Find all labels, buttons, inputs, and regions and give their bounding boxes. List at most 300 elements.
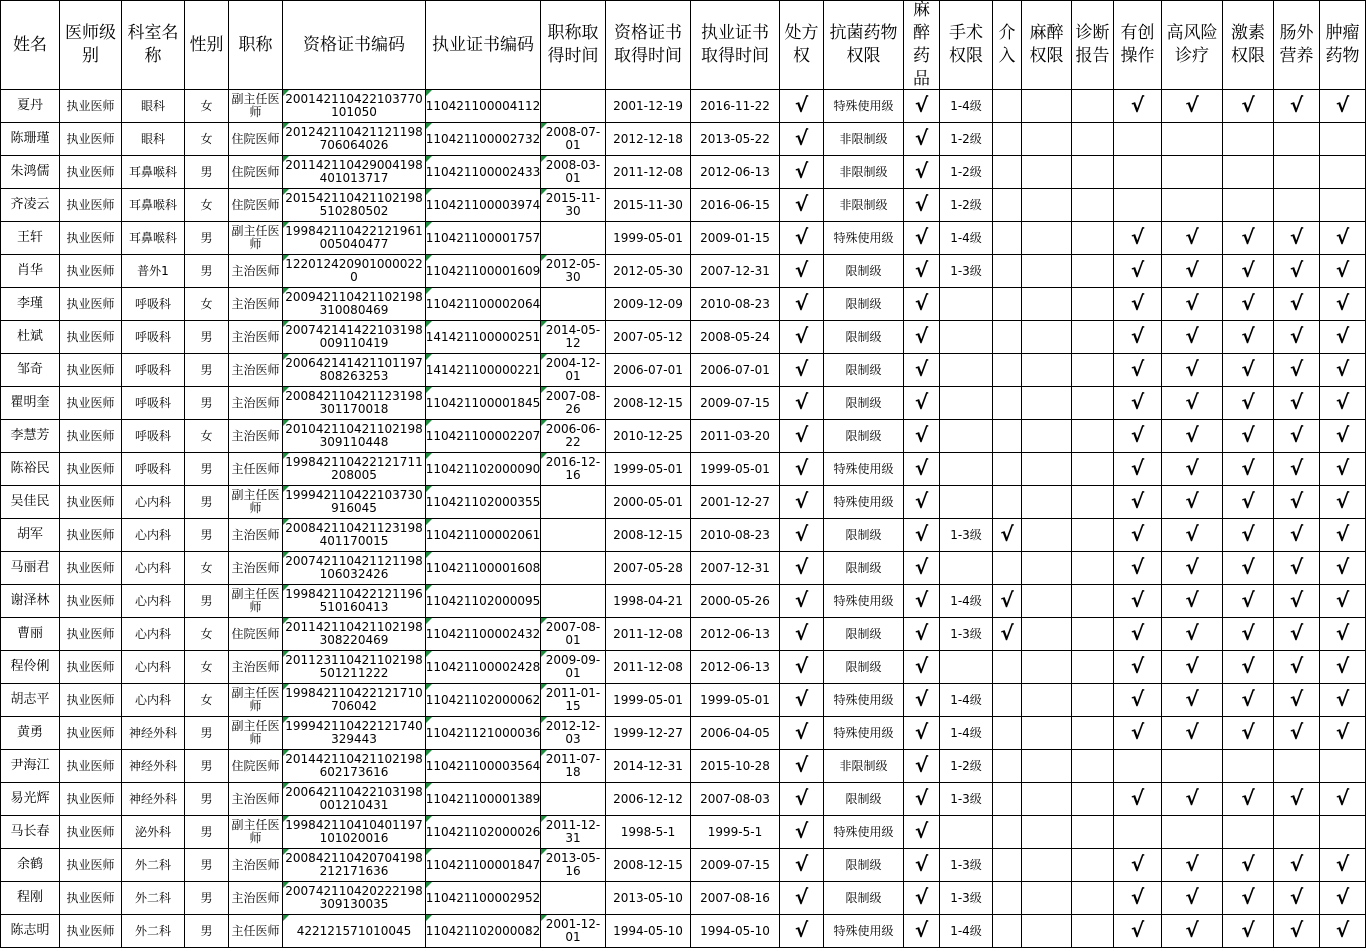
table-cell[interactable]: 齐凌云 xyxy=(0,189,60,222)
table-cell[interactable]: 2009-09-01 xyxy=(541,651,606,684)
table-cell[interactable] xyxy=(940,453,993,486)
table-cell[interactable]: 2016-06-15 xyxy=(691,189,780,222)
table-cell[interactable]: 特殊使用级 xyxy=(824,453,904,486)
table-cell[interactable]: 110421100002061 xyxy=(426,519,541,552)
table-cell[interactable]: 2013-05-10 xyxy=(606,882,691,915)
table-cell[interactable]: √ xyxy=(904,222,940,255)
table-cell[interactable]: √ xyxy=(1274,222,1320,255)
table-cell[interactable]: 110421100001845 xyxy=(426,387,541,420)
table-cell[interactable]: 特殊使用级 xyxy=(824,585,904,618)
table-cell[interactable] xyxy=(1022,420,1072,453)
table-cell[interactable]: √ xyxy=(1320,222,1366,255)
table-cell[interactable]: 易光辉 xyxy=(0,783,60,816)
table-cell[interactable]: 200942110421102198310080469 xyxy=(283,288,426,321)
table-cell[interactable]: 110421100002732 xyxy=(426,123,541,156)
table-cell[interactable]: 特殊使用级 xyxy=(824,915,904,948)
table-cell[interactable]: 非限制级 xyxy=(824,156,904,189)
column-header[interactable]: 有创操作 xyxy=(1114,0,1162,90)
table-cell[interactable]: √ xyxy=(1114,915,1162,948)
table-cell[interactable]: 2006-12-12 xyxy=(606,783,691,816)
table-cell[interactable]: √ xyxy=(1274,585,1320,618)
table-cell[interactable]: 2013-05-16 xyxy=(541,849,606,882)
table-cell[interactable] xyxy=(1072,486,1114,519)
table-cell[interactable] xyxy=(541,519,606,552)
table-cell[interactable] xyxy=(541,90,606,123)
table-cell[interactable] xyxy=(1022,717,1072,750)
table-cell[interactable]: 执业医师 xyxy=(60,90,122,123)
table-cell[interactable] xyxy=(1162,816,1223,849)
table-cell[interactable]: 男 xyxy=(185,915,229,948)
table-cell[interactable] xyxy=(1072,882,1114,915)
table-cell[interactable]: 限制级 xyxy=(824,288,904,321)
table-cell[interactable] xyxy=(1022,915,1072,948)
table-cell[interactable]: √ xyxy=(1274,255,1320,288)
table-cell[interactable]: √ xyxy=(1114,783,1162,816)
table-cell[interactable]: 胡军 xyxy=(0,519,60,552)
table-cell[interactable] xyxy=(1022,288,1072,321)
column-header[interactable]: 高风险诊疗 xyxy=(1162,0,1223,90)
table-cell[interactable]: 陈裕民 xyxy=(0,453,60,486)
table-cell[interactable]: √ xyxy=(1223,420,1274,453)
table-cell[interactable]: 陈志明 xyxy=(0,915,60,948)
column-header[interactable]: 手术权限 xyxy=(940,0,993,90)
table-cell[interactable]: √ xyxy=(780,849,824,882)
column-header[interactable]: 资格证书取得时间 xyxy=(606,0,691,90)
table-cell[interactable]: 110421100003564 xyxy=(426,750,541,783)
table-cell[interactable]: 110421102000082 xyxy=(426,915,541,948)
table-cell[interactable] xyxy=(993,816,1022,849)
table-cell[interactable]: 2011-12-08 xyxy=(606,156,691,189)
table-cell[interactable]: 非限制级 xyxy=(824,123,904,156)
table-cell[interactable]: √ xyxy=(780,156,824,189)
table-cell[interactable]: √ xyxy=(1274,882,1320,915)
table-cell[interactable]: √ xyxy=(1223,519,1274,552)
table-cell[interactable]: √ xyxy=(780,255,824,288)
column-header[interactable]: 职称 xyxy=(229,0,283,90)
table-cell[interactable]: 2007-08-01 xyxy=(541,618,606,651)
table-cell[interactable]: √ xyxy=(1114,585,1162,618)
table-cell[interactable]: 201442110421102198602173616 xyxy=(283,750,426,783)
table-cell[interactable] xyxy=(940,288,993,321)
table-cell[interactable]: 2016-11-22 xyxy=(691,90,780,123)
table-cell[interactable]: 200842110421123198301170018 xyxy=(283,387,426,420)
table-cell[interactable]: 2011-12-08 xyxy=(606,618,691,651)
table-cell[interactable]: √ xyxy=(1274,519,1320,552)
table-cell[interactable]: 马长春 xyxy=(0,816,60,849)
table-cell[interactable]: 女 xyxy=(185,123,229,156)
table-cell[interactable]: √ xyxy=(1274,453,1320,486)
table-cell[interactable] xyxy=(1162,750,1223,783)
table-cell[interactable]: √ xyxy=(1320,420,1366,453)
table-cell[interactable]: √ xyxy=(1162,519,1223,552)
table-cell[interactable]: √ xyxy=(904,717,940,750)
table-cell[interactable]: 2008-12-15 xyxy=(606,519,691,552)
table-cell[interactable] xyxy=(993,783,1022,816)
table-cell[interactable]: √ xyxy=(1274,684,1320,717)
table-cell[interactable]: 1999-5-1 xyxy=(691,816,780,849)
table-cell[interactable]: 2000-05-26 xyxy=(691,585,780,618)
table-cell[interactable]: 泌外科 xyxy=(122,816,185,849)
table-cell[interactable]: √ xyxy=(780,717,824,750)
table-cell[interactable] xyxy=(1072,90,1114,123)
table-cell[interactable]: 200642110422103198001210431 xyxy=(283,783,426,816)
table-cell[interactable] xyxy=(1072,717,1114,750)
table-cell[interactable]: 谢泽林 xyxy=(0,585,60,618)
table-cell[interactable]: √ xyxy=(1162,321,1223,354)
table-cell[interactable] xyxy=(1072,585,1114,618)
table-cell[interactable]: √ xyxy=(1223,783,1274,816)
table-cell[interactable]: √ xyxy=(780,321,824,354)
table-cell[interactable]: 201242110421121198706064026 xyxy=(283,123,426,156)
table-cell[interactable]: 执业医师 xyxy=(60,816,122,849)
table-cell[interactable]: 男 xyxy=(185,354,229,387)
table-cell[interactable]: √ xyxy=(1223,90,1274,123)
table-cell[interactable]: 2010-08-23 xyxy=(691,519,780,552)
table-cell[interactable]: 201123110421102198501211222 xyxy=(283,651,426,684)
table-cell[interactable]: √ xyxy=(1223,849,1274,882)
table-cell[interactable]: 马丽君 xyxy=(0,552,60,585)
table-cell[interactable]: 主治医师 xyxy=(229,321,283,354)
table-cell[interactable]: 杜斌 xyxy=(0,321,60,354)
table-cell[interactable]: √ xyxy=(1162,486,1223,519)
table-cell[interactable]: 201542110421102198510280502 xyxy=(283,189,426,222)
table-cell[interactable]: 女 xyxy=(185,651,229,684)
table-cell[interactable] xyxy=(1022,123,1072,156)
table-cell[interactable]: 副主任医师 xyxy=(229,585,283,618)
table-cell[interactable] xyxy=(1072,189,1114,222)
table-cell[interactable]: 特殊使用级 xyxy=(824,222,904,255)
table-cell[interactable]: 普外1 xyxy=(122,255,185,288)
table-cell[interactable] xyxy=(1320,816,1366,849)
table-cell[interactable]: 男 xyxy=(185,387,229,420)
table-cell[interactable]: 限制级 xyxy=(824,354,904,387)
table-cell[interactable]: √ xyxy=(1274,90,1320,123)
table-cell[interactable]: 限制级 xyxy=(824,519,904,552)
table-cell[interactable]: 2008-07-01 xyxy=(541,123,606,156)
table-cell[interactable]: 1999-05-01 xyxy=(606,684,691,717)
table-cell[interactable]: √ xyxy=(1162,255,1223,288)
table-cell[interactable]: √ xyxy=(1162,882,1223,915)
table-cell[interactable]: √ xyxy=(1223,684,1274,717)
table-cell[interactable]: √ xyxy=(1114,387,1162,420)
table-cell[interactable]: 执业医师 xyxy=(60,255,122,288)
table-cell[interactable]: 2012-06-13 xyxy=(691,618,780,651)
table-cell[interactable] xyxy=(993,321,1022,354)
table-cell[interactable]: 110421102000090 xyxy=(426,453,541,486)
table-cell[interactable]: 曹丽 xyxy=(0,618,60,651)
table-cell[interactable]: 心内科 xyxy=(122,684,185,717)
table-cell[interactable]: √ xyxy=(1320,783,1366,816)
table-cell[interactable] xyxy=(1072,222,1114,255)
table-cell[interactable] xyxy=(1072,354,1114,387)
table-cell[interactable] xyxy=(940,816,993,849)
table-cell[interactable]: 2012-06-13 xyxy=(691,651,780,684)
table-cell[interactable] xyxy=(993,453,1022,486)
table-cell[interactable]: √ xyxy=(1320,585,1366,618)
table-cell[interactable] xyxy=(1320,156,1366,189)
table-cell[interactable]: 2008-12-15 xyxy=(606,387,691,420)
table-cell[interactable]: 李瑾 xyxy=(0,288,60,321)
table-cell[interactable]: 199842110422121196510160413 xyxy=(283,585,426,618)
table-cell[interactable]: 2015-11-30 xyxy=(541,189,606,222)
table-cell[interactable]: 朱鸿儒 xyxy=(0,156,60,189)
table-cell[interactable]: √ xyxy=(1223,387,1274,420)
table-cell[interactable]: 呼吸科 xyxy=(122,420,185,453)
table-cell[interactable]: 呼吸科 xyxy=(122,387,185,420)
table-cell[interactable] xyxy=(1072,453,1114,486)
table-cell[interactable] xyxy=(1223,750,1274,783)
table-cell[interactable] xyxy=(993,156,1022,189)
table-cell[interactable]: 2016-12-16 xyxy=(541,453,606,486)
table-cell[interactable]: √ xyxy=(1274,849,1320,882)
table-cell[interactable] xyxy=(993,222,1022,255)
table-cell[interactable]: 199942110422121740329443 xyxy=(283,717,426,750)
table-cell[interactable]: 副主任医师 xyxy=(229,717,283,750)
table-cell[interactable]: 199942110422103730916045 xyxy=(283,486,426,519)
table-cell[interactable]: 心内科 xyxy=(122,618,185,651)
table-cell[interactable]: 110421100004112 xyxy=(426,90,541,123)
column-header[interactable]: 职称取得时间 xyxy=(541,0,606,90)
table-cell[interactable]: 2012-06-13 xyxy=(691,156,780,189)
table-cell[interactable]: 执业医师 xyxy=(60,354,122,387)
table-cell[interactable]: 吴佳民 xyxy=(0,486,60,519)
table-cell[interactable]: 1999-05-01 xyxy=(691,453,780,486)
table-cell[interactable]: 耳鼻喉科 xyxy=(122,222,185,255)
table-cell[interactable]: √ xyxy=(904,156,940,189)
table-cell[interactable]: √ xyxy=(1114,618,1162,651)
table-cell[interactable]: √ xyxy=(780,519,824,552)
table-cell[interactable] xyxy=(1223,156,1274,189)
table-cell[interactable]: 2015-11-30 xyxy=(606,189,691,222)
table-cell[interactable] xyxy=(1072,255,1114,288)
table-cell[interactable]: 201142110421102198308220469 xyxy=(283,618,426,651)
table-cell[interactable]: √ xyxy=(1114,717,1162,750)
table-cell[interactable]: 男 xyxy=(185,321,229,354)
table-cell[interactable]: 执业医师 xyxy=(60,453,122,486)
table-cell[interactable]: 执业医师 xyxy=(60,420,122,453)
table-cell[interactable] xyxy=(1022,189,1072,222)
table-cell[interactable]: 1-3级 xyxy=(940,519,993,552)
table-cell[interactable]: 陈珊瑾 xyxy=(0,123,60,156)
table-cell[interactable]: 瞿明奎 xyxy=(0,387,60,420)
table-cell[interactable]: 非限制级 xyxy=(824,189,904,222)
table-cell[interactable]: √ xyxy=(780,288,824,321)
table-cell[interactable]: √ xyxy=(1223,222,1274,255)
table-cell[interactable]: 110421102000062 xyxy=(426,684,541,717)
table-cell[interactable]: √ xyxy=(1223,486,1274,519)
table-cell[interactable]: 122012420901000022​0 xyxy=(283,255,426,288)
table-cell[interactable]: √ xyxy=(1162,717,1223,750)
table-cell[interactable]: 女 xyxy=(185,90,229,123)
table-cell[interactable]: 主任医师 xyxy=(229,453,283,486)
table-cell[interactable] xyxy=(1072,420,1114,453)
table-cell[interactable]: √ xyxy=(904,618,940,651)
table-cell[interactable]: 1-3级 xyxy=(940,618,993,651)
table-cell[interactable]: √ xyxy=(1114,222,1162,255)
table-cell[interactable]: 主治医师 xyxy=(229,882,283,915)
table-cell[interactable]: √ xyxy=(1320,618,1366,651)
table-cell[interactable]: 限制级 xyxy=(824,420,904,453)
table-cell[interactable]: √ xyxy=(1274,486,1320,519)
table-cell[interactable]: √ xyxy=(780,354,824,387)
table-cell[interactable] xyxy=(1274,750,1320,783)
table-cell[interactable]: 2008-03-01 xyxy=(541,156,606,189)
table-cell[interactable]: √ xyxy=(1162,915,1223,948)
table-cell[interactable]: 王轩 xyxy=(0,222,60,255)
table-cell[interactable]: √ xyxy=(1274,783,1320,816)
table-cell[interactable]: 2013-05-22 xyxy=(691,123,780,156)
table-cell[interactable]: 主治医师 xyxy=(229,354,283,387)
table-cell[interactable]: √ xyxy=(904,90,940,123)
table-cell[interactable]: 神经外科 xyxy=(122,783,185,816)
table-cell[interactable]: 住院医师 xyxy=(229,123,283,156)
table-cell[interactable]: 住院医师 xyxy=(229,189,283,222)
table-cell[interactable]: 男 xyxy=(185,717,229,750)
table-cell[interactable] xyxy=(1114,156,1162,189)
table-cell[interactable]: √ xyxy=(780,222,824,255)
table-cell[interactable]: 2009-07-15 xyxy=(691,849,780,882)
column-header[interactable]: 麻醉权限 xyxy=(1022,0,1072,90)
table-cell[interactable] xyxy=(1072,387,1114,420)
table-cell[interactable]: 2007-08-03 xyxy=(691,783,780,816)
table-cell[interactable]: √ xyxy=(780,585,824,618)
table-cell[interactable]: 199842110422121711208005 xyxy=(283,453,426,486)
table-cell[interactable]: 1-4级 xyxy=(940,90,993,123)
table-cell[interactable]: 1999-05-01 xyxy=(606,222,691,255)
table-cell[interactable]: √ xyxy=(1114,453,1162,486)
table-cell[interactable]: 2007-05-28 xyxy=(606,552,691,585)
table-cell[interactable] xyxy=(940,387,993,420)
table-cell[interactable]: 男 xyxy=(185,156,229,189)
table-cell[interactable]: √ xyxy=(1320,354,1366,387)
column-header[interactable]: 麻醉药品 xyxy=(904,0,940,90)
table-cell[interactable]: √ xyxy=(1162,783,1223,816)
table-cell[interactable] xyxy=(940,321,993,354)
table-cell[interactable] xyxy=(993,717,1022,750)
table-cell[interactable]: 110421121000036 xyxy=(426,717,541,750)
table-cell[interactable]: √ xyxy=(993,618,1022,651)
table-cell[interactable]: 执业医师 xyxy=(60,882,122,915)
table-cell[interactable]: 1994-05-10 xyxy=(606,915,691,948)
table-cell[interactable]: 2009-07-15 xyxy=(691,387,780,420)
table-cell[interactable]: √ xyxy=(1114,849,1162,882)
table-cell[interactable]: 限制级 xyxy=(824,618,904,651)
table-cell[interactable]: √ xyxy=(1320,684,1366,717)
table-cell[interactable] xyxy=(993,651,1022,684)
table-cell[interactable] xyxy=(1022,684,1072,717)
table-cell[interactable]: √ xyxy=(1274,651,1320,684)
table-cell[interactable] xyxy=(1114,189,1162,222)
table-cell[interactable]: 2006-07-01 xyxy=(606,354,691,387)
table-cell[interactable]: √ xyxy=(904,453,940,486)
table-cell[interactable]: √ xyxy=(780,783,824,816)
table-cell[interactable] xyxy=(1162,189,1223,222)
table-cell[interactable]: √ xyxy=(904,750,940,783)
table-cell[interactable]: √ xyxy=(1162,288,1223,321)
table-cell[interactable]: 2012-05-30 xyxy=(541,255,606,288)
table-cell[interactable]: 女 xyxy=(185,189,229,222)
table-cell[interactable]: √ xyxy=(1114,486,1162,519)
table-cell[interactable]: √ xyxy=(1223,717,1274,750)
table-cell[interactable]: √ xyxy=(904,387,940,420)
table-cell[interactable]: 肖华 xyxy=(0,255,60,288)
table-cell[interactable]: 1998-5-1 xyxy=(606,816,691,849)
table-cell[interactable]: 特殊使用级 xyxy=(824,684,904,717)
table-cell[interactable]: 2007-05-12 xyxy=(606,321,691,354)
table-cell[interactable]: √ xyxy=(1223,453,1274,486)
table-cell[interactable]: 限制级 xyxy=(824,552,904,585)
table-cell[interactable]: 422121571010045 xyxy=(283,915,426,948)
table-cell[interactable]: √ xyxy=(780,618,824,651)
table-cell[interactable] xyxy=(1274,156,1320,189)
table-cell[interactable]: 黄勇 xyxy=(0,717,60,750)
table-cell[interactable]: √ xyxy=(904,915,940,948)
table-cell[interactable]: 呼吸科 xyxy=(122,321,185,354)
table-cell[interactable]: 200842110420704198212171636 xyxy=(283,849,426,882)
table-cell[interactable]: 心内科 xyxy=(122,486,185,519)
table-cell[interactable]: √ xyxy=(1114,420,1162,453)
table-cell[interactable] xyxy=(1114,816,1162,849)
table-cell[interactable] xyxy=(1274,189,1320,222)
table-cell[interactable]: 2009-12-09 xyxy=(606,288,691,321)
table-cell[interactable] xyxy=(1022,783,1072,816)
table-cell[interactable]: 执业医师 xyxy=(60,156,122,189)
table-cell[interactable]: 尹海江 xyxy=(0,750,60,783)
table-cell[interactable] xyxy=(1072,123,1114,156)
table-cell[interactable]: 住院医师 xyxy=(229,156,283,189)
table-cell[interactable]: √ xyxy=(1162,387,1223,420)
table-cell[interactable]: √ xyxy=(780,816,824,849)
table-cell[interactable]: √ xyxy=(1223,915,1274,948)
table-cell[interactable] xyxy=(1022,552,1072,585)
table-cell[interactable]: 200842110421123198401170015 xyxy=(283,519,426,552)
table-cell[interactable]: 110421102000355 xyxy=(426,486,541,519)
table-cell[interactable]: 执业医师 xyxy=(60,288,122,321)
table-cell[interactable]: √ xyxy=(1223,585,1274,618)
table-cell[interactable]: 1-3级 xyxy=(940,255,993,288)
table-cell[interactable]: 执业医师 xyxy=(60,684,122,717)
table-cell[interactable]: 1999-05-01 xyxy=(606,453,691,486)
table-cell[interactable]: √ xyxy=(1320,717,1366,750)
column-header[interactable]: 姓名 xyxy=(0,0,60,90)
table-cell[interactable]: 主治医师 xyxy=(229,420,283,453)
table-cell[interactable]: √ xyxy=(993,519,1022,552)
table-cell[interactable]: 110421100002952 xyxy=(426,882,541,915)
table-cell[interactable]: 1-2级 xyxy=(940,156,993,189)
table-cell[interactable]: √ xyxy=(1162,849,1223,882)
table-cell[interactable]: 2001-12-19 xyxy=(606,90,691,123)
table-cell[interactable]: 男 xyxy=(185,453,229,486)
table-cell[interactable]: √ xyxy=(780,123,824,156)
table-cell[interactable]: 特殊使用级 xyxy=(824,816,904,849)
table-cell[interactable] xyxy=(1162,156,1223,189)
table-cell[interactable]: 副主任医师 xyxy=(229,816,283,849)
table-cell[interactable] xyxy=(993,123,1022,156)
table-cell[interactable] xyxy=(1072,915,1114,948)
table-cell[interactable]: 110421100002432 xyxy=(426,618,541,651)
table-cell[interactable] xyxy=(993,420,1022,453)
table-cell[interactable]: 男 xyxy=(185,783,229,816)
table-cell[interactable]: √ xyxy=(1320,651,1366,684)
table-cell[interactable] xyxy=(1274,123,1320,156)
table-cell[interactable]: 2001-12-01 xyxy=(541,915,606,948)
table-cell[interactable] xyxy=(541,486,606,519)
table-cell[interactable]: 2007-08-16 xyxy=(691,882,780,915)
table-cell[interactable]: √ xyxy=(904,882,940,915)
column-header[interactable]: 抗菌药物权限 xyxy=(824,0,904,90)
table-cell[interactable]: 2010-08-23 xyxy=(691,288,780,321)
table-cell[interactable]: 男 xyxy=(185,222,229,255)
